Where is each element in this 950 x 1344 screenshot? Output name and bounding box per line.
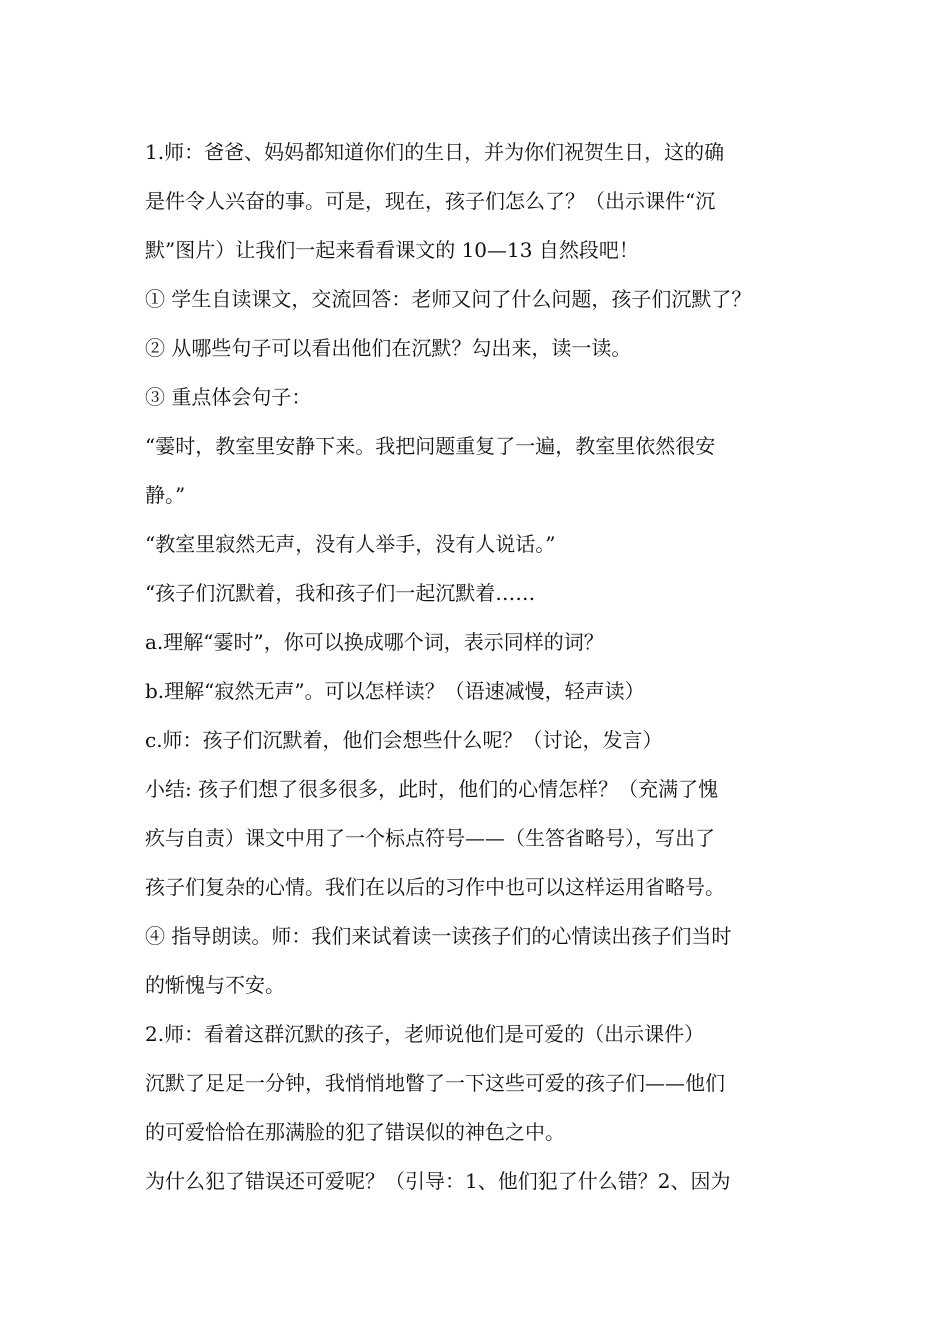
text-line-6: ③ 重点体会句子： bbox=[145, 385, 312, 409]
text-line-14: 小结: 孩子们想了很多很多，此时，他们的心情怎样？（充满了愧 bbox=[145, 777, 719, 801]
text-line-5: ② 从哪些句子可以看出他们在沉默？勾出来，读一读。 bbox=[145, 336, 632, 360]
text-line-3: 默”图片）让我们一起来看看课文的 10—13 自然段吧！ bbox=[145, 238, 639, 262]
text-line-21: 的可爱恰恰在那满脸的犯了错误似的神色之中。 bbox=[145, 1120, 565, 1144]
text-line-1: 1.师：爸爸、妈妈都知道你们的生日，并为你们祝贺生日，这的确 bbox=[145, 140, 725, 164]
text-line-7: “霎时，教室里安静下来。我把问题重复了一遍，教室里依然很安 bbox=[145, 434, 716, 458]
text-line-13: c.师：孩子们沉默着，他们会想些什么呢？（讨论，发言） bbox=[145, 728, 663, 752]
text-line-19: 2.师：看着这群沉默的孩子，老师说他们是可爱的（出示课件） bbox=[145, 1022, 705, 1046]
text-line-22: 为什么犯了错误还可爱呢？（引导：1、他们犯了什么错？2、因为 bbox=[145, 1169, 731, 1193]
text-line-20: 沉默了足足一分钟，我悄悄地瞥了一下这些可爱的孩子们——他们 bbox=[145, 1071, 725, 1095]
text-line-17: ④ 指导朗读。师：我们来试着读一读孩子们的心情读出孩子们当时 bbox=[145, 924, 732, 948]
text-line-11: a.理解“霎时”，你可以换成哪个词，表示同样的词？ bbox=[145, 630, 604, 654]
text-line-2: 是件令人兴奋的事。可是，现在，孩子们怎么了？（出示课件“沉 bbox=[145, 189, 716, 213]
text-line-16: 孩子们复杂的心情。我们在以后的习作中也可以这样运用省略号。 bbox=[145, 875, 725, 899]
text-line-12: b.理解“寂然无声”。可以怎样读？（语速减慢，轻声读） bbox=[145, 679, 645, 703]
document-body bbox=[145, 128, 825, 1206]
text-line-8: 静。” bbox=[145, 483, 186, 507]
text-line-10: “孩子们沉默着，我和孩子们一起沉默着…… bbox=[145, 581, 536, 605]
text-line-4: ① 学生自读课文，交流回答：老师又问了什么问题，孩子们沉默了？ bbox=[145, 287, 752, 311]
text-line-9: “教室里寂然无声，没有人举手，没有人说话。” bbox=[145, 532, 556, 556]
text-line-18: 的惭愧与不安。 bbox=[145, 973, 285, 997]
text-line-15: 疚与自责）课文中用了一个标点符号——（生答省略号），写出了 bbox=[145, 826, 715, 850]
